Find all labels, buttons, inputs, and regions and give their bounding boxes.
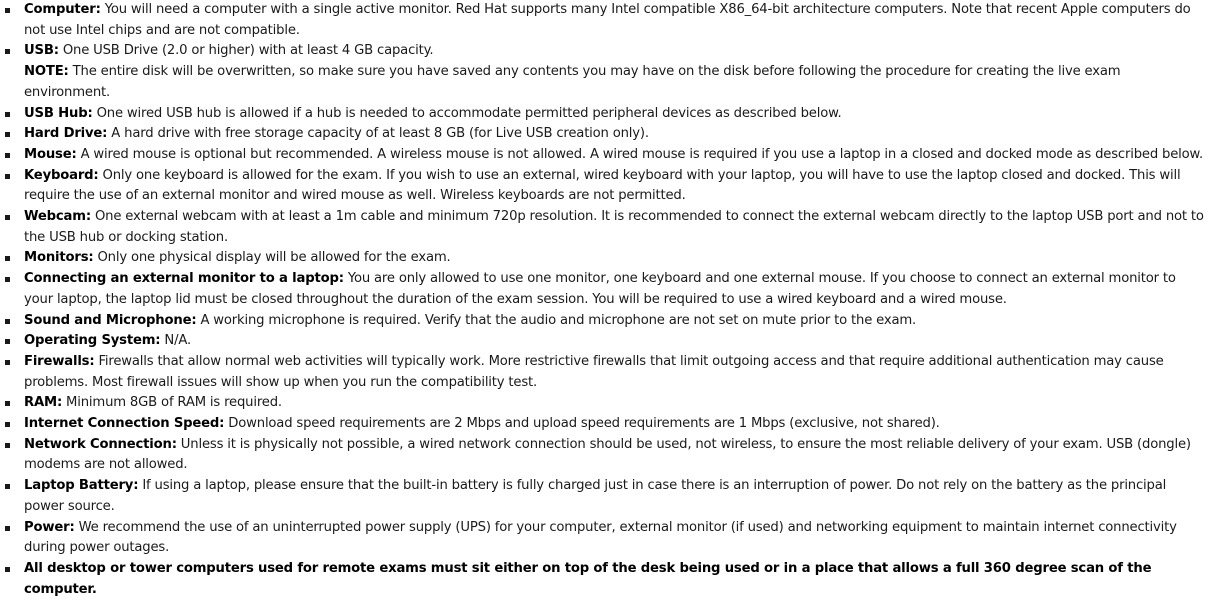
bullet-icon <box>5 443 10 448</box>
item-text: Download speed requirements are 2 Mbps and upload speed requirements are 1 Mbps (exclusive, not shared). <box>224 416 940 432</box>
bullet-icon <box>5 8 10 13</box>
item-label: Webcam: <box>24 209 91 225</box>
item-label: Power: <box>24 519 75 535</box>
list-item <box>0 269 1215 310</box>
bullet-icon <box>5 567 10 572</box>
item-text: One USB Drive (2.0 or higher) with at least 4 GB capacity. <box>58 43 434 59</box>
bullet-icon <box>5 360 10 365</box>
item-text: Minimum 8GB of RAM is required. <box>62 395 282 411</box>
item-label: Laptop Battery: <box>24 478 139 494</box>
list-item <box>0 352 1215 393</box>
bullet-icon <box>5 49 10 54</box>
bullet-icon <box>5 339 10 344</box>
item-text: Only one physical display will be allowed for the exam. <box>93 250 451 266</box>
bullet-icon <box>5 319 10 324</box>
list-item <box>0 311 1215 332</box>
list-item <box>0 435 1215 476</box>
item-text: Firewalls that allow normal web activities will typically work. More restrictive firewalls that limit outgoing access and that require additional authentication may cause problems. Most firewall issues will show up when you run the compatibility test. <box>24 353 1164 390</box>
item-text: A working microphone is required. Verify that the audio and microphone are not set on mute prior to the exam. <box>196 312 917 328</box>
list-item <box>0 476 1215 517</box>
item-text: Only one keyboard is allowed for the exam. If you wish to use an external, wired keyboard with your laptop, you will have to use the laptop closed and docked. This will require the use of an external monitor and wired mouse as well. Wireless keyboards are not permitted. <box>24 167 1181 204</box>
bullet-icon <box>5 153 10 158</box>
item-label: USB Hub: <box>24 105 93 121</box>
list-item <box>0 166 1215 207</box>
list-item <box>0 393 1215 414</box>
item-label: Hard Drive: <box>24 126 108 142</box>
list-item <box>0 145 1215 166</box>
note-text: The entire disk will be overwritten, so make sure you have saved any contents you may have on the disk before following the procedure for creating the live exam environment. <box>24 64 1121 100</box>
list-item <box>0 331 1215 352</box>
item-label: Internet Connection Speed: <box>24 416 225 432</box>
bullet-icon <box>5 401 10 406</box>
item-label: Monitors: <box>24 250 94 266</box>
list-item <box>0 414 1215 435</box>
item-text: A wired mouse is optional but recommended. A wireless mouse is not allowed. A wired mouse is required if you use a laptop in a closed and docked mode as described below. <box>76 146 1203 162</box>
bullet-icon <box>5 132 10 137</box>
item-label: Firewalls: <box>24 353 95 369</box>
item-label: Operating System: <box>24 333 161 349</box>
item-label: Keyboard: <box>24 167 99 183</box>
item-label: Computer: <box>24 2 101 17</box>
item-text: A hard drive with free storage capacity of at least 8 GB (for Live USB creation only). <box>107 126 649 142</box>
item-label: Network Connection: <box>24 436 177 452</box>
item-label: Mouse: <box>24 146 77 162</box>
item-label: USB: <box>24 43 59 59</box>
item-text: If using a laptop, please ensure that the built-in battery is fully charged just in case there is an interruption of power. Do not rely on the battery as the principal power source. <box>24 478 1167 514</box>
item-text: N/A. <box>160 333 191 349</box>
bullet-icon <box>5 484 10 489</box>
list-item <box>0 518 1215 559</box>
bullet-icon <box>5 215 10 220</box>
list-item <box>0 104 1215 125</box>
item-text: You will need a computer with a single active monitor. Red Hat supports many Intel compatible X86_64-bit architecture computers. Note that recent Apple computers do not use Intel chips and are not compatible. <box>24 2 1191 38</box>
item-text: Unless it is physically not possible, a wired network connection should be used, not wireless, to ensure the most reliable delivery of your exam. USB (dongle) modems are not allowed. <box>24 436 1191 473</box>
list-item <box>0 559 1215 600</box>
list-item <box>0 248 1215 269</box>
bullet-icon <box>5 256 10 261</box>
item-label: RAM: <box>24 395 63 411</box>
bullet-icon <box>5 526 10 531</box>
list-item <box>0 41 1215 103</box>
bullet-icon <box>5 277 10 282</box>
bullet-icon <box>5 174 10 179</box>
note <box>24 62 1207 103</box>
list-item <box>0 124 1215 145</box>
item-text: One wired USB hub is allowed if a hub is needed to accommodate permitted peripheral devices as described below. <box>92 105 842 121</box>
item-text: We recommend the use of an uninterrupted power supply (UPS) for your computer, external monitor (if used) and networking equipment to maintain internet connectivity during power outages. <box>24 519 1177 556</box>
item-label: Sound and Microphone: <box>24 312 197 328</box>
bullet-icon <box>5 112 10 117</box>
list-item <box>0 207 1215 248</box>
bullet-icon <box>5 422 10 427</box>
list-item <box>0 0 1215 41</box>
note-label: NOTE: <box>24 64 69 80</box>
item-text: You are only allowed to use one monitor, one keyboard and one external mouse. If you choose to connect an external monitor to your laptop, the laptop lid must be closed throughout the duration of the exam session. You will be required to use a wired keyboard and a wired mouse. <box>24 271 1176 307</box>
item-text: One external webcam with at least a 1m cable and minimum 720p resolution. It is recommended to connect the external webcam directly to the laptop USB port and not to the USB hub or docking station. <box>24 209 1204 245</box>
item-text: All desktop or tower computers used for remote exams must sit either on top of the desk being used or in a place that allows a full 360 degree scan of the computer. <box>24 560 1152 597</box>
item-label: Connecting an external monitor to a laptop: <box>24 271 344 287</box>
